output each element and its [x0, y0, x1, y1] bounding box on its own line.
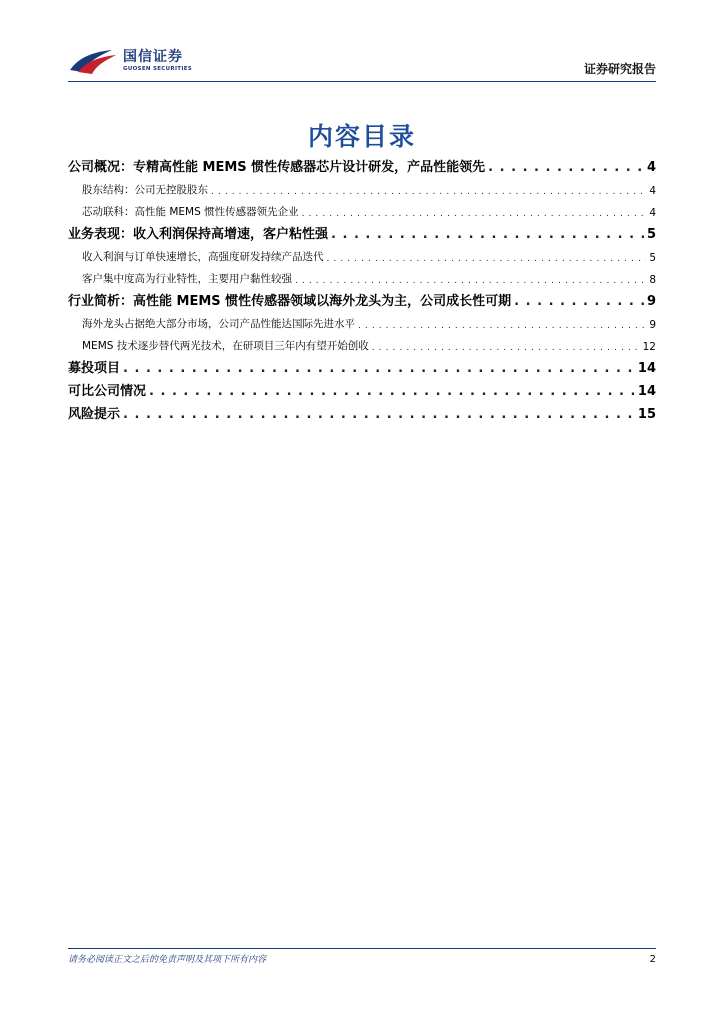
toc-entry-page: 8	[649, 274, 656, 286]
toc-subsection-link[interactable]	[68, 197, 656, 219]
toc-entry-label: 股东结构：公司无控股股东	[82, 184, 208, 196]
toc-entry-page: 12	[642, 341, 656, 353]
toc-section-link[interactable]	[68, 286, 656, 309]
header-divider	[68, 81, 656, 82]
toc-entry-label: 公司概况：专精高性能 MEMS 惯性传感器芯片设计研发，产品性能领先	[68, 160, 486, 175]
toc-entry-page: 9	[649, 319, 656, 331]
toc-entry-page: 14	[637, 384, 656, 399]
toc-entry-page: 4	[646, 160, 656, 175]
toc-title: 内容目录	[307, 122, 416, 151]
toc-entry-page: 5	[646, 227, 656, 242]
logo-company-name-en: GUOSEN SECURITIES	[123, 65, 193, 72]
toc-section-link[interactable]	[68, 376, 656, 399]
page-number: 2	[649, 954, 656, 965]
guosen-logo	[68, 46, 192, 76]
page-footer	[68, 948, 656, 965]
toc-subsection-link[interactable]	[68, 242, 656, 264]
toc-entry-label: 客户集中度高为行业特性，主要用户黏性较强	[82, 273, 292, 285]
toc-dot-leader	[331, 227, 644, 242]
toc-dot-leader	[488, 160, 644, 175]
toc-dot-leader	[372, 343, 640, 353]
toc-section-link[interactable]	[68, 353, 656, 376]
toc-entry-label: 行业简析：高性能 MEMS 惯性传感器领域以海外龙头为主，公司成长性可期	[68, 294, 512, 309]
toc-entry-page: 4	[649, 207, 656, 219]
toc-section-link[interactable]	[68, 399, 656, 422]
toc-entry-page: 14	[637, 361, 656, 376]
toc-entry-label: 募投项目	[68, 361, 121, 376]
toc-entry-label: 业务表现：收入利润保持高增速，客户粘性强	[68, 227, 329, 242]
table-of-contents	[68, 152, 656, 422]
logo-company-name: 国信证券	[123, 48, 183, 65]
toc-subsection-link[interactable]	[68, 175, 656, 197]
report-type-label: 证券研究报告	[583, 62, 656, 76]
toc-dot-leader	[327, 254, 647, 264]
toc-dot-leader	[149, 384, 635, 399]
toc-subsection-link[interactable]	[68, 309, 656, 331]
page-header	[68, 46, 656, 86]
toc-section-link[interactable]	[68, 219, 656, 242]
toc-subsection-link[interactable]	[68, 264, 656, 286]
toc-dot-leader	[358, 321, 646, 331]
toc-entry-page: 5	[649, 252, 656, 264]
footer-divider	[68, 948, 656, 949]
toc-entry-label: 可比公司情况	[68, 384, 147, 399]
toc-subsection-link[interactable]	[68, 331, 656, 353]
toc-entry-page: 15	[637, 407, 656, 422]
toc-dot-leader	[123, 407, 635, 422]
toc-entry-label: MEMS 技术逐步替代两光技术，在研项目三年内有望开始创收	[82, 340, 369, 352]
guosen-logo-icon	[68, 46, 118, 76]
toc-entry-page: 9	[646, 294, 656, 309]
toc-entry-label: 海外龙头占据绝大部分市场，公司产品性能达国际先进水平	[82, 318, 355, 330]
toc-dot-leader	[123, 361, 635, 376]
disclaimer-note: 请务必阅读正文之后的免责声明及其项下所有内容	[68, 955, 267, 965]
toc-entry-page: 4	[649, 185, 656, 197]
toc-dot-leader	[302, 209, 647, 219]
toc-entry-label: 收入利润与订单快速增长，高强度研发持续产品迭代	[82, 251, 324, 263]
toc-entry-label: 芯动联科：高性能 MEMS 惯性传感器领先企业	[82, 206, 299, 218]
toc-dot-leader	[295, 276, 646, 286]
toc-entry-label: 风险提示	[68, 407, 121, 422]
toc-dot-leader	[514, 294, 644, 309]
toc-section-link[interactable]	[68, 152, 656, 175]
toc-dot-leader	[211, 187, 646, 197]
